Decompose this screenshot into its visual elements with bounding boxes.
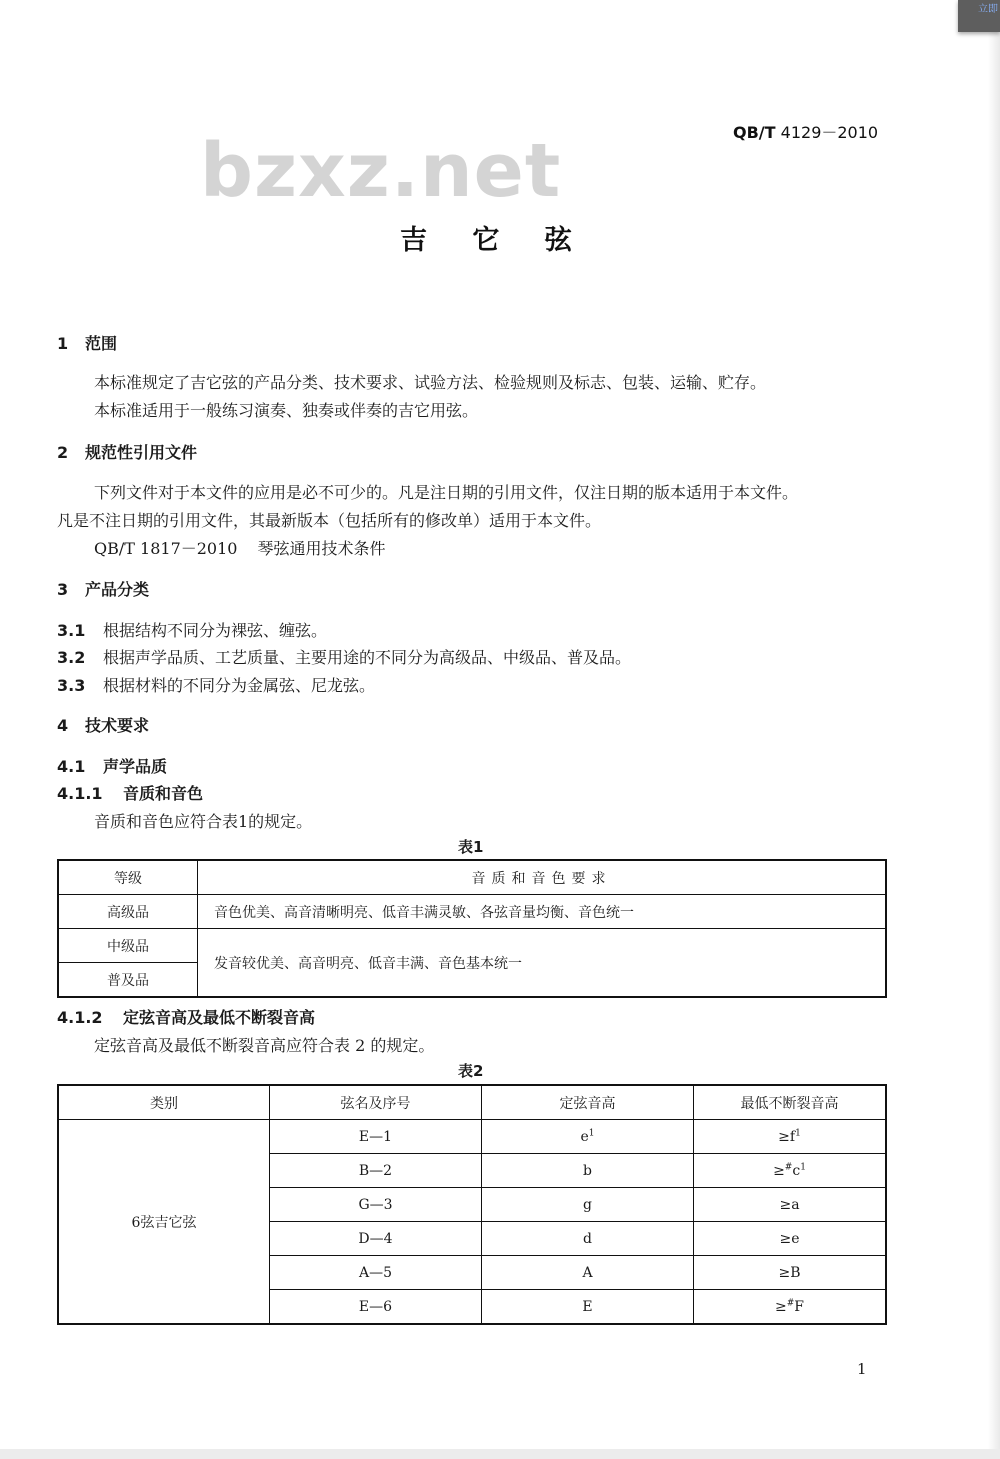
section-1-heading bbox=[57, 331, 117, 354]
table-header-row bbox=[58, 1085, 886, 1120]
clause bbox=[57, 618, 327, 641]
table-2 bbox=[57, 1084, 887, 1325]
section-number: 3 bbox=[57, 580, 69, 599]
clause bbox=[57, 673, 375, 696]
min-pitch-cell: ≥B bbox=[694, 1256, 887, 1290]
subsection-title: 声学品质 bbox=[103, 757, 168, 776]
table-header-row bbox=[58, 860, 886, 895]
reference-title: 琴弦通用技术条件 bbox=[257, 539, 386, 558]
section-2-heading bbox=[57, 440, 197, 463]
tuning-pitch-cell: $e^1$ bbox=[482, 1120, 694, 1154]
section-4-heading bbox=[57, 713, 149, 736]
subsection-number: 4.1.1 bbox=[57, 784, 103, 803]
subsection-4-1-1-heading bbox=[57, 781, 203, 804]
string-name-cell: B—2 bbox=[270, 1154, 482, 1188]
grade-cell: 高级品 bbox=[58, 895, 198, 929]
clause-number: 3.2 bbox=[57, 648, 86, 667]
tuning-pitch-cell: d bbox=[482, 1222, 694, 1256]
subsection-number: 4.1 bbox=[57, 757, 86, 776]
string-name-cell: G—3 bbox=[270, 1188, 482, 1222]
tuning-pitch-cell: E bbox=[482, 1290, 694, 1325]
clause-number: 3.3 bbox=[57, 676, 86, 695]
watermark: bzxz.net bbox=[200, 128, 562, 214]
subsection-title: 音质和音色 bbox=[123, 784, 204, 803]
paragraph: 本标准适用于一般练习演奏、独奏或伴奏的吉它用弦。 bbox=[94, 401, 479, 420]
section-title: 产品分类 bbox=[85, 580, 150, 599]
corner-tab-label[interactable]: 立即 bbox=[978, 4, 998, 15]
tuning-pitch-cell: A bbox=[482, 1256, 694, 1290]
string-name-cell: A—5 bbox=[270, 1256, 482, 1290]
requirement-cell: 音色优美、高音清晰明亮、低音丰满灵敏、各弦音量均衡、音色统一 bbox=[198, 895, 887, 929]
min-pitch-cell: ≥e bbox=[694, 1222, 887, 1256]
tuning-pitch-cell: g bbox=[482, 1188, 694, 1222]
section-title: 技术要求 bbox=[85, 716, 150, 735]
standard-prefix: QB/T bbox=[733, 123, 776, 142]
paragraph: 音质和音色应符合表1的规定。 bbox=[94, 812, 313, 831]
min-pitch-cell: $\ge f^1$ bbox=[694, 1120, 887, 1154]
section-title: 范围 bbox=[85, 334, 118, 353]
normative-reference bbox=[94, 536, 385, 559]
reference-code: QB/T 1817－2010 bbox=[94, 539, 238, 558]
header-grade: 等级 bbox=[58, 860, 198, 895]
table-row bbox=[58, 1120, 886, 1154]
subsection-number: 4.1.2 bbox=[57, 1008, 103, 1027]
subsection-4-1-heading bbox=[57, 754, 167, 777]
min-pitch-cell: ≥a bbox=[694, 1188, 887, 1222]
corner-floating-tab[interactable] bbox=[958, 0, 1000, 32]
clause-text: 根据结构不同分为裸弦、缠弦。 bbox=[103, 621, 328, 640]
standard-code bbox=[733, 120, 878, 143]
section-number: 4 bbox=[57, 716, 69, 735]
header-tuning-pitch: 定弦音高 bbox=[482, 1085, 694, 1120]
section-number: 2 bbox=[57, 443, 69, 462]
page-edge-shadow bbox=[988, 0, 1000, 1459]
category-cell: 6弦吉它弦 bbox=[58, 1120, 270, 1325]
page-number: 1 bbox=[857, 1360, 867, 1378]
tuning-pitch-cell: b bbox=[482, 1154, 694, 1188]
header-requirement: 音质和音色要求 bbox=[198, 860, 887, 895]
header-category: 类别 bbox=[58, 1085, 270, 1120]
paragraph: 凡是不注日期的引用文件，其最新版本（包括所有的修改单）适用于本文件。 bbox=[57, 511, 602, 530]
clause-text: 根据材料的不同分为金属弦、尼龙弦。 bbox=[103, 676, 376, 695]
header-string-name: 弦名及序号 bbox=[270, 1085, 482, 1120]
table-row bbox=[58, 929, 886, 963]
section-title: 规范性引用文件 bbox=[85, 443, 198, 462]
min-pitch-cell: $\ge^{\#}c^1$ bbox=[694, 1154, 887, 1188]
grade-cell: 普及品 bbox=[58, 963, 198, 998]
grade-cell: 中级品 bbox=[58, 929, 198, 963]
table-2-caption: 表2 bbox=[458, 1062, 484, 1080]
header-min-unbroken-pitch: 最低不断裂音高 bbox=[694, 1085, 887, 1120]
subsection-title: 定弦音高及最低不断裂音高 bbox=[123, 1008, 316, 1027]
subsection-4-1-2-heading bbox=[57, 1005, 315, 1028]
clause bbox=[57, 645, 631, 668]
table-row bbox=[58, 895, 886, 929]
clause-text: 根据声学品质、工艺质量、主要用途的不同分为高级品、中级品、普及品。 bbox=[103, 648, 632, 667]
page-bottom-edge bbox=[0, 1449, 1000, 1459]
document-title: 吉 它 弦 bbox=[400, 225, 590, 256]
requirement-cell: 发音较优美、高音明亮、低音丰满、音色基本统一 bbox=[198, 929, 887, 998]
paragraph: 下列文件对于本文件的应用是必不可少的。凡是注日期的引用文件，仅注日期的版本适用于本文件。 bbox=[94, 483, 799, 502]
paragraph: 本标准规定了吉它弦的产品分类、技术要求、试验方法、检验规则及标志、包装、运输、贮存。 bbox=[94, 373, 767, 392]
clause-number: 3.1 bbox=[57, 621, 86, 640]
standard-number: 4129－2010 bbox=[780, 123, 879, 142]
section-3-heading bbox=[57, 577, 149, 600]
section-number: 1 bbox=[57, 334, 69, 353]
table-1 bbox=[57, 859, 887, 998]
string-name-cell: E—1 bbox=[270, 1120, 482, 1154]
string-name-cell: D—4 bbox=[270, 1222, 482, 1256]
table-1-caption: 表1 bbox=[458, 838, 484, 856]
string-name-cell: E—6 bbox=[270, 1290, 482, 1325]
paragraph: 定弦音高及最低不断裂音高应符合表 2 的规定。 bbox=[94, 1036, 435, 1055]
min-pitch-cell: ≥#F bbox=[694, 1290, 887, 1325]
